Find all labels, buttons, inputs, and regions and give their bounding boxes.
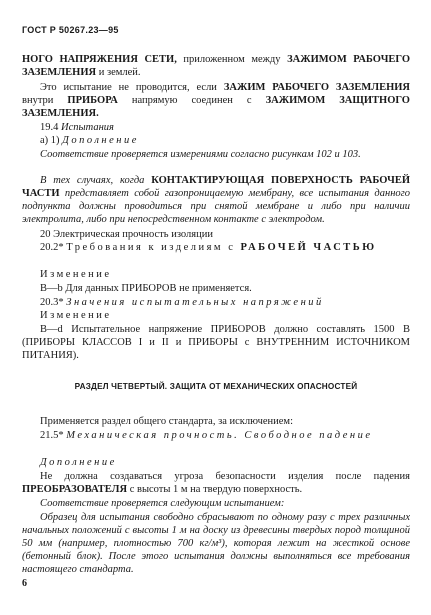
addition-label: Дополнение: [40, 457, 117, 468]
term: ЗАЖИМ РАБОЧЕГО ЗАЗЕМЛЕНИЯ: [223, 82, 411, 93]
paragraph-continuation: [22, 53, 410, 79]
text: с высоты 1 м на твердую поверхность.: [127, 484, 303, 495]
text: внутри: [22, 95, 68, 106]
amendment-label: Изменение: [40, 310, 112, 321]
clause-number: 20.2*: [40, 242, 67, 253]
text: Не должна создаваться угроза безопасности изделия после падения: [40, 471, 410, 482]
text: напрямую соединен с: [117, 95, 266, 106]
clause-number: 20.3*: [40, 297, 67, 308]
clause-title: Требования к изделиям с: [66, 242, 241, 253]
membrane-paragraph: [22, 174, 410, 226]
text: В тех случаях, когда: [40, 175, 152, 186]
page-number: 6: [22, 578, 27, 589]
clause-number: 19.4: [40, 122, 61, 133]
clause-title: Дополнение: [62, 135, 139, 146]
text: и землей.: [96, 67, 141, 78]
clause-20-3-heading: [22, 296, 410, 309]
paragraph-exception: [22, 81, 410, 120]
text: приложенном между: [176, 54, 288, 65]
drop-requirement: [22, 470, 410, 496]
subclause-a1-heading: [22, 134, 410, 147]
amendment-b-b: В—b Для данных ПРИБОРОВ не применяется.: [40, 283, 252, 294]
clause-20-2-heading: [22, 241, 410, 254]
compliance-note: Соответствие проверяется измерениями согласно рисункам 102 и 103.: [40, 149, 361, 160]
term: ПРИБОРА: [67, 95, 118, 106]
clause-number: 21.5*: [40, 430, 67, 441]
section-intro: Применяется раздел общего стандарта, за исключением:: [40, 416, 293, 427]
term: РАБОЧЕЙ ЧАСТЬЮ: [240, 242, 377, 253]
clause-20-heading: 20 Электрическая прочность изоляции: [40, 229, 213, 240]
section-four-title: РАЗДЕЛ ЧЕТВЕРТЫЙ. ЗАЩИТА ОТ МЕХАНИЧЕСКИХ ОПАСНОСТЕЙ: [74, 382, 358, 391]
drop-test-procedure: Образец для испытания свободно сбрасывают по одному разу с трех различных начальных положений с высоты 1 м на доску из древесины твердых пород толщиной 50 мм (например, плотностью 700 кг/м³), которая лежит на жесткой основе (бетонный блок). После этого испытания должны выполняться все требования настоящего стандарта.: [22, 512, 410, 575]
amendment-label: Изменение: [40, 269, 112, 280]
compliance-test-intro: Соответствие проверяется следующим испытанием:: [40, 498, 285, 509]
term: НОГО НАПРЯЖЕНИЯ СЕТИ,: [22, 54, 177, 65]
term: ЗАЖИМОМ РАБОЧЕГО ЗАЗЕМЛЕНИЯ: [22, 54, 410, 78]
clause-19-4-heading: [22, 121, 410, 134]
clause-21-5-heading: [22, 429, 410, 442]
amendment-b-d: В—d Испытательное напряжение ПРИБОРОВ должно составлять 1500 В (ПРИБОРЫ КЛАССОВ I и II и ПРИБОРЫ с ВНУТРЕННИМ ИСТОЧНИКОМ ПИТАНИЯ).: [22, 324, 410, 361]
clause-title: Значения испытательных напряжений: [66, 297, 324, 308]
term: ЗАЖИМОМ ЗАЩИТНОГО ЗАЗЕМЛЕНИЯ.: [22, 95, 410, 119]
term: ПРЕОБРАЗОВАТЕЛЯ: [22, 484, 128, 495]
clause-number: а) 1): [40, 135, 63, 146]
text: представляет собой газопроницаемую мембрану, все испытания данного подпункта должны проводиться при снятой мембране и либо при наличии электролита, либо при непосредственном контакте с электродом.: [22, 188, 410, 225]
term: КОНТАКТИРУЮЩАЯ ПОВЕРХНОСТЬ РАБОЧЕЙ ЧАСТИ: [22, 175, 410, 199]
clause-title: Механическая прочность. Свободное падение: [66, 430, 373, 441]
running-header: ГОСТ Р 50267.23—95: [22, 25, 119, 35]
text: Это испытание не проводится, если: [40, 82, 224, 93]
clause-title: Испытания: [61, 122, 114, 133]
